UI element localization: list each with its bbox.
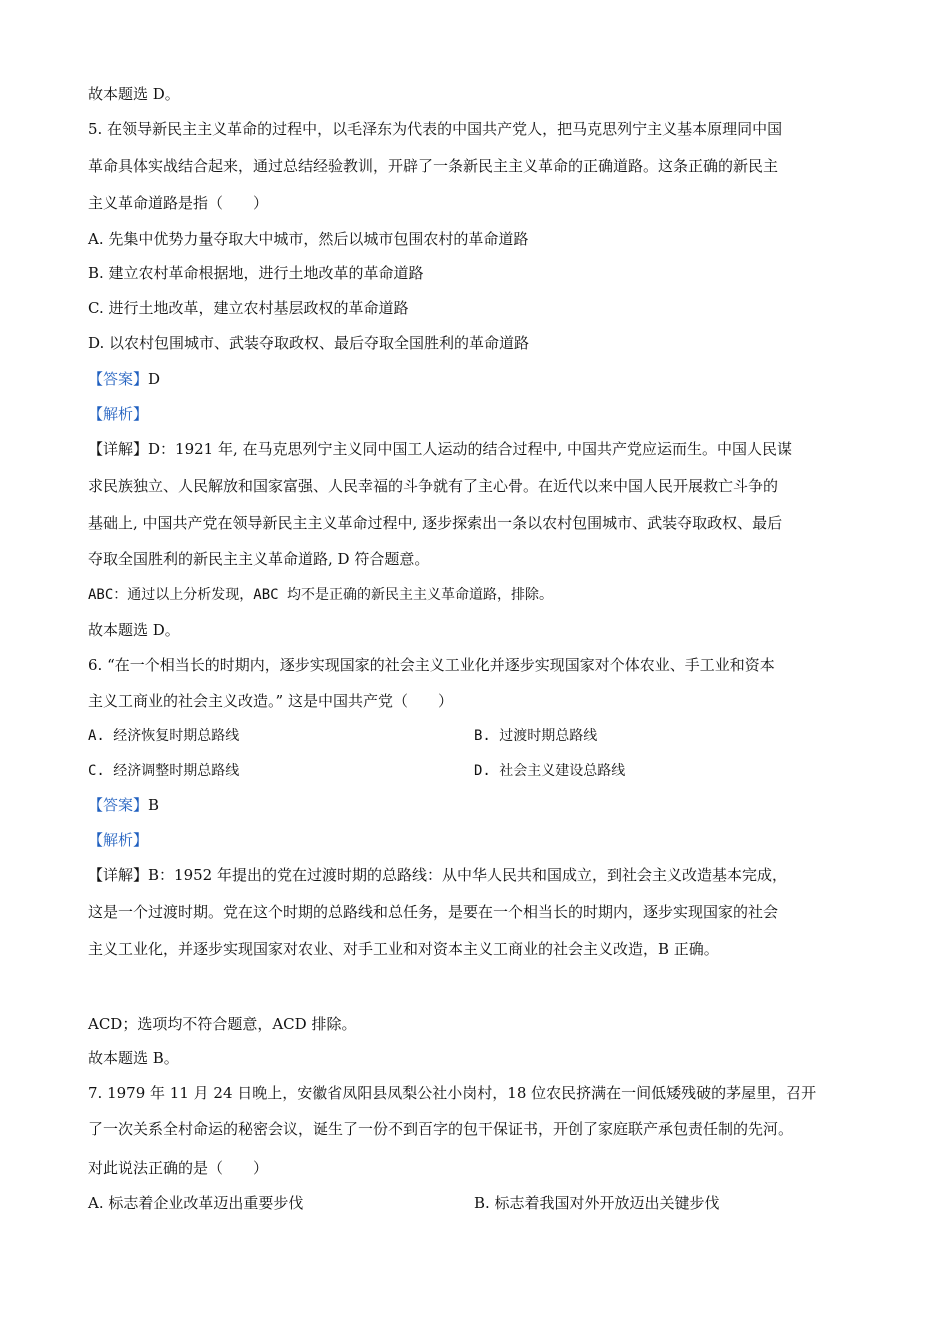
question-5-stem-line-3: 主义革命道路是指（ ） xyxy=(88,194,269,212)
question-5-option-d: D. 以农村包围城市、武装夺取政权、最后夺取全国胜利的革命道路 xyxy=(88,334,530,352)
question-6-stem-line-1: 6. “在一个相当长的时期内，逐步实现国家的社会主义工业化并逐步实现国家对个体农业、手工业和资本 xyxy=(88,656,775,674)
question-7-stem-line-3: 对此说法正确的是（ ） xyxy=(88,1159,269,1177)
question-6-detail-line-4: ACD；选项均不符合题意，ACD 排除。 xyxy=(88,1015,357,1033)
question-5-stem-line-2: 革命具体实战结合起来，通过总结经验教训，开辟了一条新民主主义革命的正确道路。这条正确的新民主 xyxy=(88,157,779,175)
question-6-stem-line-2: 主义工商业的社会主义改造。” 这是中国共产党（ ） xyxy=(88,692,453,710)
detail-text: D：1921 年, 在马克思列宁主义同中国工人运动的结合过程中, 中国共产党应运而生。中国人民谋 xyxy=(148,440,793,458)
question-5-analysis-tag: 【解析】 xyxy=(88,405,149,423)
question-6-option-d: D. 社会主义建设总路线 xyxy=(474,763,626,779)
question-6-detail-line-3: 主义工业化，并逐步实现国家对农业、对手工业和对资本主义工商业的社会主义改造，B 正确。 xyxy=(88,940,719,958)
answer-tag: 【答案】 xyxy=(88,370,149,388)
answer-tag: 【答案】 xyxy=(88,796,149,814)
question-5-stem-line-1: 5. 在领导新民主主义革命的过程中，以毛泽东为代表的中国共产党人，把马克思列宁主义基本原理同中国 xyxy=(88,120,783,138)
question-6-option-c: C. 经济调整时期总路线 xyxy=(88,763,240,779)
prev-answer-conclusion: 故本题选 D。 xyxy=(88,85,180,103)
question-5-option-a: A. 先集中优势力量夺取大中城市，然后以城市包围农村的革命道路 xyxy=(88,230,529,248)
question-6-conclusion: 故本题选 B。 xyxy=(88,1049,179,1067)
answer-value: D xyxy=(148,370,161,388)
question-5-detail-line-1 xyxy=(88,438,792,459)
detail-tag: 【详解】 xyxy=(88,440,149,458)
detail-text: B：1952 年提出的党在过渡时期的总路线：从中华人民共和国成立，到社会主义改造基本完成， xyxy=(148,866,787,884)
question-6-detail-line-1 xyxy=(88,864,787,885)
question-7-option-a: A. 标志着企业改革迈出重要步伐 xyxy=(88,1194,304,1212)
question-5-detail-line-2: 求民族独立、人民解放和国家富强、人民幸福的斗争就有了主心骨。在近代以来中国人民开展救亡斗争的 xyxy=(88,477,779,495)
question-7-option-b: B. 标志着我国对外开放迈出关键步伐 xyxy=(474,1194,720,1212)
question-6-answer xyxy=(88,794,159,815)
question-6-option-b: B. 过渡时期总路线 xyxy=(474,728,598,744)
question-7-stem-line-2: 了一次关系全村命运的秘密会议，诞生了一份不到百字的包干保证书，开创了家庭联产承包责任制的先河。 xyxy=(88,1120,794,1138)
answer-value: B xyxy=(148,796,160,814)
detail-tag: 【详解】 xyxy=(88,866,149,884)
question-5-detail-line-3: 基础上, 中国共产党在领导新民主主义革命过程中, 逐步探索出一条以农村包围城市、武装夺取政权、最后 xyxy=(88,514,783,532)
question-6-analysis-tag: 【解析】 xyxy=(88,831,149,849)
question-7-stem-line-1: 7. 1979 年 11 月 24 日晚上，安徽省凤阳县凤梨公社小岗村，18 位农民挤满在一间低矮残破的茅屋里，召开 xyxy=(88,1084,817,1102)
question-5-option-c: C. 进行土地改革，建立农村基层政权的革命道路 xyxy=(88,299,409,317)
question-5-detail-line-4: 夺取全国胜利的新民主主义革命道路, D 符合题意。 xyxy=(88,550,430,568)
question-5-option-b: B. 建立农村革命根据地，进行土地改革的革命道路 xyxy=(88,264,424,282)
question-5-conclusion: 故本题选 D。 xyxy=(88,621,180,639)
question-6-option-a: A. 经济恢复时期总路线 xyxy=(88,728,240,744)
question-5-answer xyxy=(88,368,160,389)
question-6-detail-line-2: 这是一个过渡时期。党在这个时期的总路线和总任务，是要在一个相当长的时期内，逐步实现国家的社会 xyxy=(88,903,779,921)
question-5-detail-line-5: ABC：通过以上分析发现，ABC 均不是正确的新民主主义革命道路，排除。 xyxy=(88,587,553,603)
